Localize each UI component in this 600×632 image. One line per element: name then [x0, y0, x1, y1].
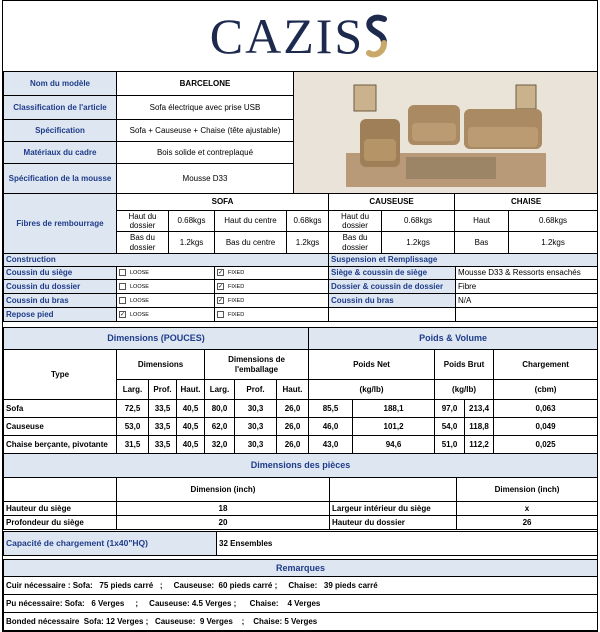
suspension-row-value: Mousse D33 & Ressorts ensachés: [456, 267, 598, 280]
gross-header: Poids Brut: [435, 350, 494, 380]
brand-name: CAZIS: [209, 8, 365, 64]
haut-header: Haut.: [177, 380, 205, 400]
checkbox-checked-icon: ✓: [120, 311, 126, 318]
seat-height-value: 18: [117, 502, 330, 516]
spec-label: Spécification: [4, 120, 117, 142]
table-row: Sofa 72,5 33,5 40,5 80,0 30,3 26,0 85,5 188,1 97,0 213,4 0,063: [4, 400, 598, 418]
causeuse-bas-dossier-label: Bas du dossier: [329, 232, 382, 254]
class-value: Sofa électrique avec prise USB: [117, 96, 294, 120]
model-value: BARCELONE: [117, 72, 294, 96]
foam-value: Mousse D33: [117, 164, 294, 194]
back-height-label: Hauteur du dossier: [330, 516, 457, 530]
causeuse-bas-dossier-value: 1.2kgs: [382, 232, 455, 254]
fibres-chaise-header: CHAISE: [455, 194, 598, 211]
checkbox-checked-icon: ✓: [218, 270, 224, 277]
seat-depth-value: 20: [117, 516, 330, 530]
pack-header: Dimensions de l'emballage: [205, 350, 309, 380]
remarks-title: Remarques: [4, 560, 598, 577]
sofa-haut-centre-value: 0.68kgs: [287, 211, 329, 232]
fibres-table: [3, 193, 598, 254]
checkbox-empty-icon: [119, 283, 126, 290]
info-table: [3, 71, 598, 194]
dimensions-table: [3, 327, 598, 454]
fibres-causeuse-header: CAUSEUSE: [329, 194, 455, 211]
inner-width-value: x: [457, 502, 598, 516]
construction-row-label: Coussin du siège: [4, 267, 117, 280]
chaise-haut-label: Haut: [455, 211, 509, 232]
loose-checkbox[interactable]: LOOSE: [117, 294, 215, 308]
checkbox-checked-icon: ✓: [218, 297, 224, 304]
sofa-bas-centre-label: Bas du centre: [215, 232, 287, 254]
seat-height-label: Hauteur du siège: [4, 502, 117, 516]
product-photo: [294, 72, 598, 194]
chaise-haut-value: 0.68kgs: [509, 211, 598, 232]
back-height-value: 26: [457, 516, 598, 530]
chaise-bas-label: Bas: [455, 232, 509, 254]
pack-haut-header: Haut.: [277, 380, 309, 400]
construction-row-label: Repose pied: [4, 308, 117, 322]
load-header: Chargement: [494, 350, 598, 380]
remark-line: Bonded nécessaire Sofa: 12 Verges ; Causeuse: 9 Verges ; Chaise: 5 Verges: [4, 613, 598, 631]
suspension-row-value: N/A: [456, 294, 598, 308]
checkbox-empty-icon: [119, 297, 126, 304]
fixed-checkbox[interactable]: ✓ FIXED: [215, 280, 329, 294]
foam-label: Spécification de la mousse: [4, 164, 117, 194]
net-header: Poids Net: [309, 350, 435, 380]
sofa-bas-dossier-value: 1.2kgs: [169, 232, 215, 254]
remark-line: Pu nécessaire: Sofa: 6 Verges ; Causeuse: 4.5 Verges ; Chaise: 4 Verges: [4, 595, 598, 613]
model-label: Nom du modèle: [4, 72, 117, 96]
suspension-row-label: Siège & coussin de siège: [329, 267, 456, 280]
frame-value: Bois solide et contreplaqué: [117, 142, 294, 164]
spec-value: Sofa + Causeuse + Chaise (tête ajustable): [117, 120, 294, 142]
loose-checkbox[interactable]: LOOSE: [117, 280, 215, 294]
chaise-bas-value: 1.2kgs: [509, 232, 598, 254]
remarks-table: [3, 559, 598, 631]
pieces-table: [3, 453, 598, 530]
cbm-header: (cbm): [494, 380, 598, 400]
gross-unit-header: (kg/lb): [435, 380, 494, 400]
inner-width-label: Largeur intérieur du siège: [330, 502, 457, 516]
weight-title: Poids & Volume: [309, 328, 598, 350]
fixed-checkbox[interactable]: ✓ FIXED: [215, 294, 329, 308]
causeuse-haut-dossier-value: 0.68kgs: [382, 211, 455, 232]
pack-larg-header: Larg.: [205, 380, 235, 400]
fibres-label: Fibres de rembourrage: [4, 194, 117, 254]
capacity-table: [3, 531, 598, 556]
sofa-bas-centre-value: 1.2kgs: [287, 232, 329, 254]
dimension-inch-header: Dimension (inch): [117, 478, 330, 502]
brand-s-mark-icon: [364, 13, 390, 59]
suspension-row-label: Coussin du bras: [329, 294, 456, 308]
fixed-checkbox[interactable]: FIXED: [215, 308, 329, 322]
construction-row-label: Coussin du dossier: [4, 280, 117, 294]
loose-checkbox[interactable]: LOOSE: [117, 267, 215, 280]
net-unit-header: (kg/lb): [309, 380, 435, 400]
larg-header: Larg.: [117, 380, 149, 400]
dimensions-title: Dimensions (POUCES): [4, 328, 309, 350]
sofa-bas-dossier-label: Bas du dossier: [117, 232, 169, 254]
remark-line: Cuir nécessaire : Sofa: 75 pieds carré ; Causeuse: 60 pieds carré ; Chaise: 39 pieds carré: [4, 577, 598, 595]
capacity-label: Capacité de chargement (1x40"HQ): [4, 532, 217, 556]
pack-prof-header: Prof.: [235, 380, 277, 400]
table-row: Chaise berçante, pivotante 31,5 33,5 40,5 32,0 30,3 26,0 43,0 94,6 51,0 112,2 0,025: [4, 436, 598, 454]
suspension-row-value: Fibre: [456, 280, 598, 294]
frame-label: Matériaux du cadre: [4, 142, 117, 164]
type-header: Type: [4, 350, 117, 400]
capacity-value: 32 Ensembles: [217, 532, 598, 556]
dimensions-header: Dimensions: [117, 350, 205, 380]
dimension-inch-header: Dimension (inch): [457, 478, 598, 502]
sofa-haut-dossier-value: 0.68kgs: [169, 211, 215, 232]
construction-row-label: Coussin du bras: [4, 294, 117, 308]
class-label: Classification de l'article: [4, 96, 117, 120]
construction-title: Construction: [4, 254, 329, 267]
sofa-haut-centre-label: Haut du centre: [215, 211, 287, 232]
sofa-haut-dossier-label: Haut du dossier: [117, 211, 169, 232]
spec-sheet: [2, 0, 598, 632]
construction-table: [3, 253, 598, 322]
sofa-set-image: [346, 75, 546, 187]
checkbox-empty-icon: [217, 311, 224, 318]
table-row: Causeuse 53,0 33,5 40,5 62,0 30,3 26,0 46,0 101,2 54,0 118,8 0,049: [4, 418, 598, 436]
prof-header: Prof.: [149, 380, 177, 400]
causeuse-haut-dossier-label: Haut du dossier: [329, 211, 382, 232]
pieces-title: Dimensions des pièces: [4, 454, 598, 478]
loose-checkbox[interactable]: ✓ LOOSE: [117, 308, 215, 322]
suspension-title: Suspension et Remplissage: [329, 254, 598, 267]
checkbox-empty-icon: [119, 269, 126, 276]
suspension-row-label: Dossier & coussin de dossier: [329, 280, 456, 294]
fixed-checkbox[interactable]: ✓ FIXED: [215, 267, 329, 280]
fibres-sofa-header: SOFA: [117, 194, 329, 211]
seat-depth-label: Profondeur du siège: [4, 516, 117, 530]
checkbox-checked-icon: ✓: [218, 283, 224, 290]
brand-logo: [3, 1, 597, 71]
